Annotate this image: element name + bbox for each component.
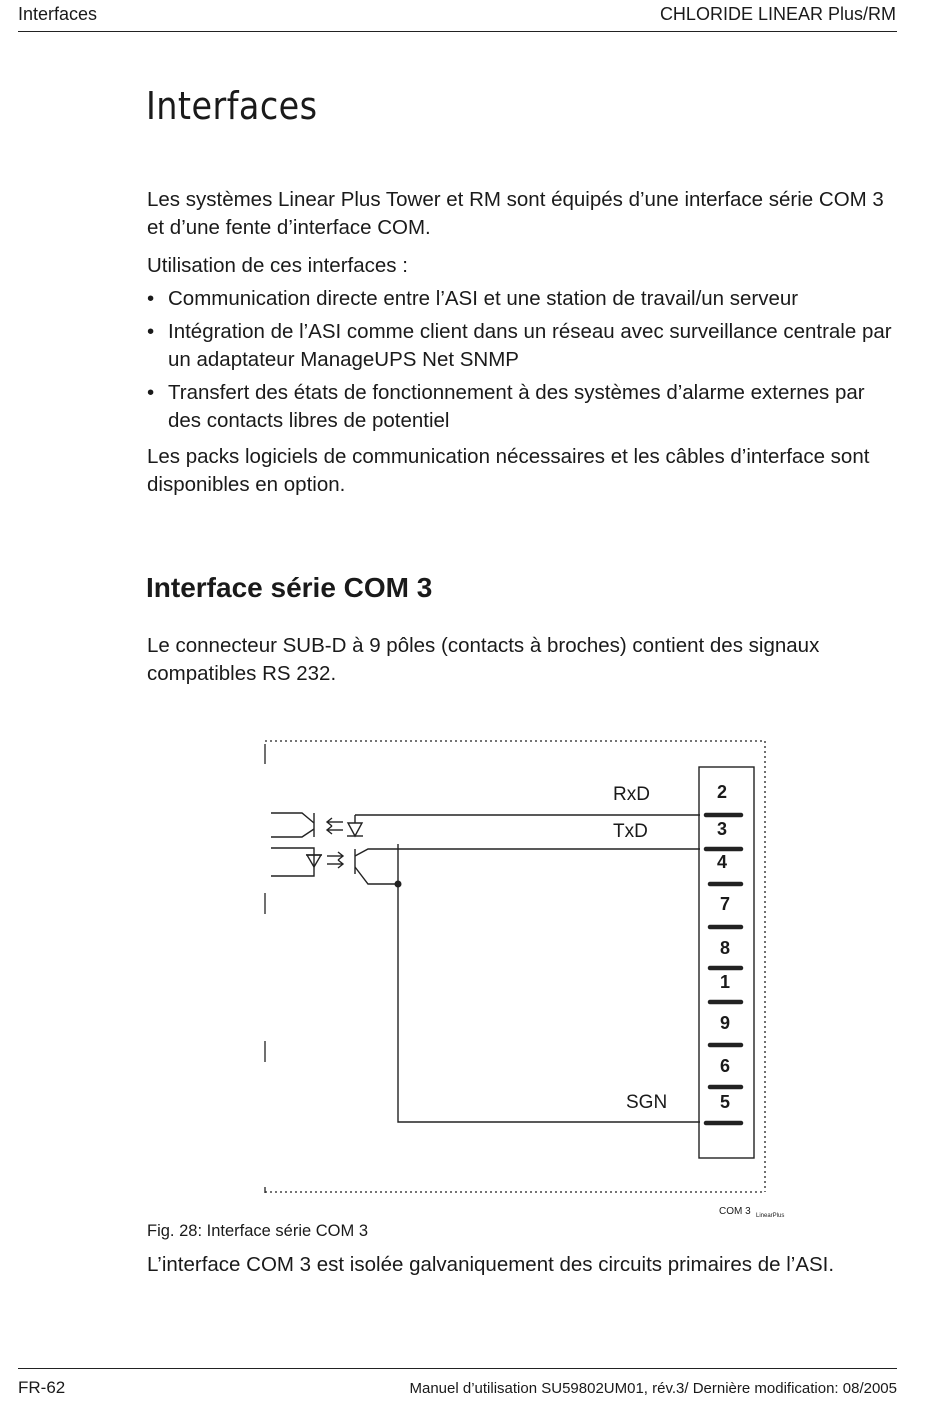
pin-numbers bbox=[717, 782, 730, 1112]
boundary-frame bbox=[265, 741, 765, 1193]
figure-caption: Fig. 28: Interface série COM 3 bbox=[147, 1222, 369, 1240]
pin-number: 5 bbox=[720, 1092, 731, 1112]
usage-item: • Intégration de l’ASI comme client dans un réseau avec surveillance centrale par un adaptateur ManageUPS Net SNMP bbox=[147, 318, 899, 374]
connector-paragraph: Le connecteur SUB-D à 9 pôles (contacts à broches) contient des signaux compatibles RS 232. bbox=[147, 634, 820, 685]
pin-number: 7 bbox=[720, 894, 731, 914]
header-product: CHLORIDE LINEAR Plus/RM bbox=[659, 4, 896, 24]
pin-number: 8 bbox=[720, 938, 731, 958]
pin-number: 9 bbox=[720, 1013, 731, 1033]
page-number: FR-62 bbox=[18, 1378, 66, 1397]
junction-dot bbox=[395, 881, 402, 888]
usage-item: • Transfert des états de fonctionnement à des systèmes d’alarme externes par des contacts libres de potentiel bbox=[147, 379, 899, 435]
sgn-label: SGN bbox=[626, 1092, 668, 1113]
usage-item: • Communication directe entre l’ASI et une station de travail/un serveur bbox=[147, 285, 899, 313]
txd-label: TxD bbox=[613, 821, 648, 842]
pin-number: 2 bbox=[717, 782, 728, 802]
footer-rule bbox=[18, 1368, 897, 1369]
port-label: COM 3 bbox=[719, 1206, 751, 1217]
rxd-label: RxD bbox=[613, 784, 650, 805]
isolation-note: L’interface COM 3 est isolée galvaniquement des circuits primaires de l’ASI. bbox=[147, 1253, 835, 1276]
page-title: Interfaces bbox=[146, 84, 318, 128]
manual-reference: Manuel d’utilisation SU59802UM01, rév.3/ Dernière modification: 08/2005 bbox=[409, 1380, 897, 1397]
pin-number: 4 bbox=[717, 852, 728, 872]
pin-number: 6 bbox=[720, 1056, 731, 1076]
pin-number: 1 bbox=[720, 972, 731, 992]
software-note: Les packs logiciels de communication nécessaires et les câbles d’interface sont disponibles en option. bbox=[147, 445, 870, 496]
header-section: Interfaces bbox=[18, 4, 98, 24]
model-label: LinearPlus bbox=[756, 1213, 785, 1219]
usage-label: Utilisation de ces interfaces : bbox=[147, 254, 408, 277]
intro-paragraph: Les systèmes Linear Plus Tower et RM sont équipés d’une interface série COM 3 et d’une fente d’interface COM. bbox=[147, 188, 884, 239]
section-title: Interface série COM 3 bbox=[146, 572, 433, 603]
pin-number: 3 bbox=[717, 819, 728, 839]
optocoupler bbox=[271, 813, 700, 1122]
signal-labels bbox=[613, 784, 667, 1113]
